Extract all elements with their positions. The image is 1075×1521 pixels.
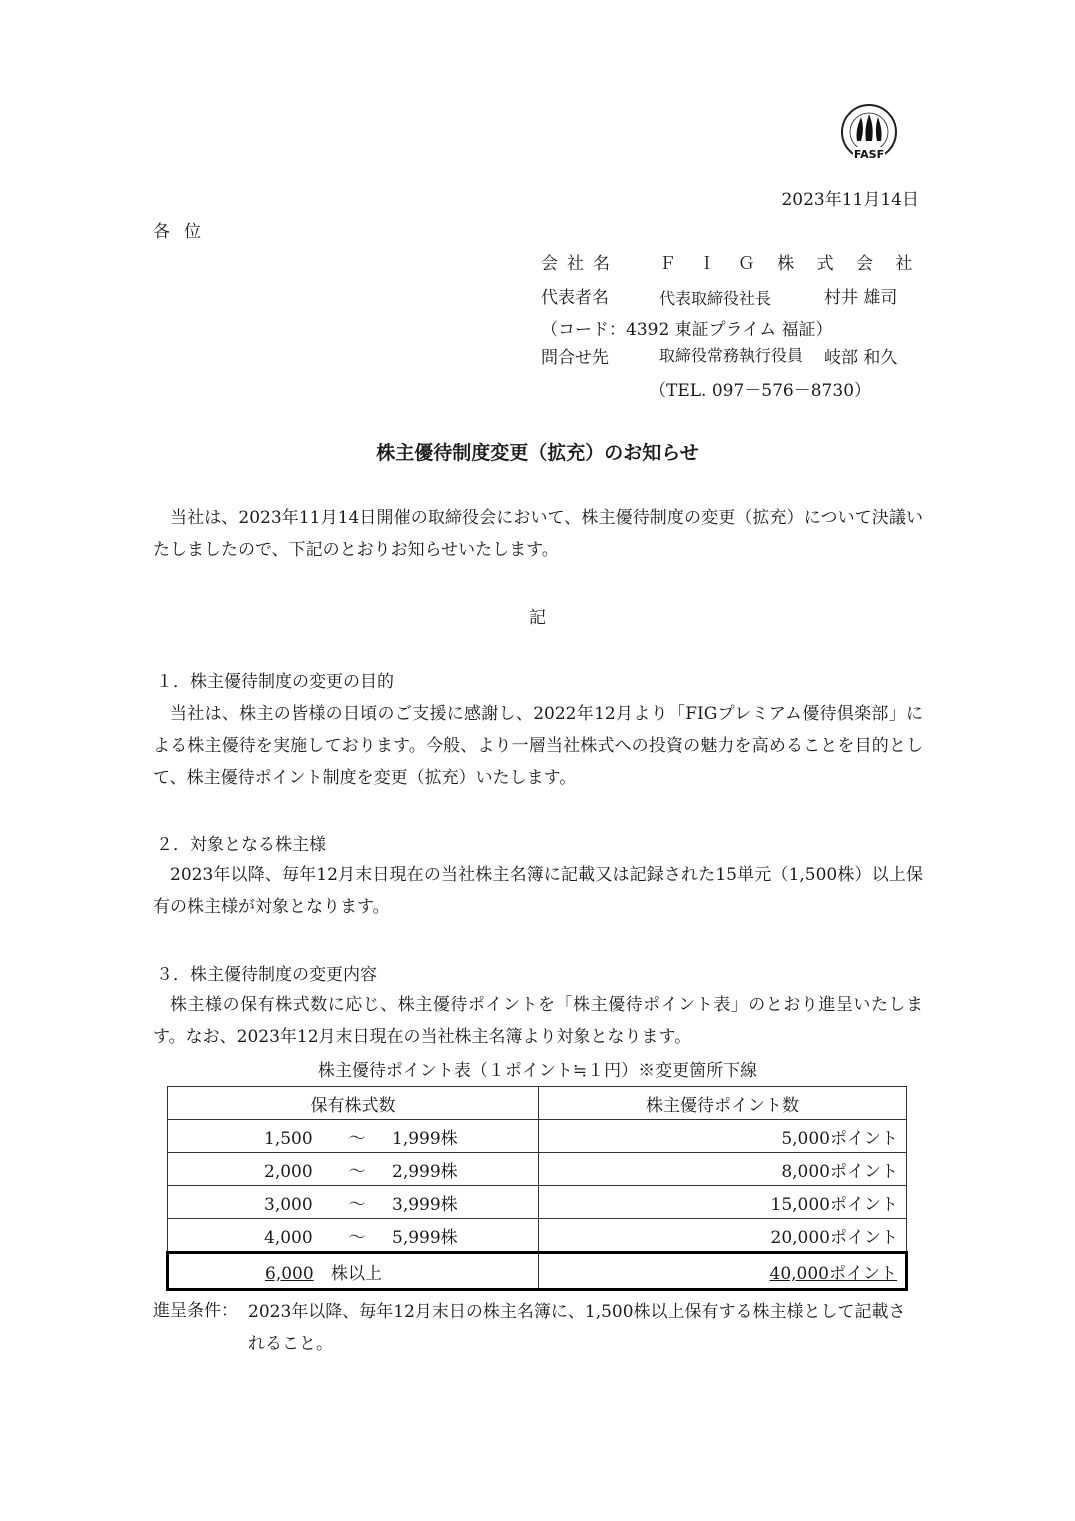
svg-text:FASF: FASF (853, 148, 885, 161)
shares-range (168, 1186, 539, 1219)
condition-label: 進呈条件： (153, 1301, 238, 1321)
section-2-body: 2023年以降、毎年12月末日現在の当社株主名簿に記載又は記録された15単元（1,500株）以上保有の株主様が対象となります。 (153, 865, 923, 917)
contact-name: 岐部 和久 (824, 348, 898, 368)
shares-range (168, 1253, 539, 1290)
table-header-row (168, 1087, 907, 1120)
points-table (166, 1086, 908, 1291)
company-name-label: 会社名 (541, 254, 619, 274)
section-1-body: 当社は、株主の皆様の日頃のご支援に感謝し、2022年12月より「FIGプレミアム優待倶楽部」による株主優待を実施しております。今般、より一層当社株式への投資の魅力を高めることを目的として、株主優待ポイント制度を変更（拡充）いたします。 (153, 704, 923, 788)
header-points: 株主優待ポイント数 (539, 1087, 907, 1120)
range-to: 5,999株 (392, 1227, 458, 1248)
range-suffix: 株以上 (331, 1263, 382, 1284)
table-row-highlighted (168, 1253, 907, 1290)
header-shares: 保有株式数 (168, 1087, 539, 1120)
company-name-value: ＦＩＧ株式会社 (659, 254, 935, 274)
range-tilde: ～ (348, 1128, 366, 1149)
condition-text: 2023年以降、毎年12月末日の株主名簿に、1,500株以上保有する株主様として記載されること。 (248, 1302, 906, 1354)
shares-range (168, 1120, 539, 1153)
contact-label: 問合せ先 (541, 348, 609, 368)
stock-code: （コード：4392 東証プライム 福証） (541, 320, 833, 340)
section-3-body: 株主様の保有株式数に応じ、株主優待ポイントを「株主優待ポイント表」のとおり進呈いたします。なお、2023年12月末日現在の当社株主名簿より対象となります。 (153, 995, 923, 1047)
points-value: 8,000ポイント (539, 1153, 907, 1186)
section-2-heading: ２．対象となる株主様 (156, 835, 326, 855)
fasf-seal-icon (840, 103, 898, 171)
document-title: 株主優待制度変更（拡充）のお知らせ (376, 442, 699, 464)
range-from: 1,500 (264, 1128, 313, 1149)
range-to: 1,999株 (392, 1128, 458, 1149)
addressee: 各位 (153, 222, 215, 242)
representative-label: 代表者名 (541, 288, 609, 308)
section-1-heading: １．株主優待制度の変更の目的 (156, 672, 394, 692)
points-value-underlined: 40,000ポイント (769, 1263, 897, 1284)
range-tilde: ～ (348, 1161, 366, 1182)
document-date: 2023年11月14日 (781, 190, 919, 210)
range-from: 3,000 (264, 1194, 313, 1215)
range-tilde: ～ (348, 1227, 366, 1248)
points-value: 15,000ポイント (539, 1186, 907, 1219)
range-from: 6,000 (265, 1263, 314, 1284)
range-to: 2,999株 (392, 1161, 458, 1182)
shares-range (168, 1153, 539, 1186)
table-row (168, 1219, 907, 1253)
representative-name: 村井 雄司 (824, 288, 898, 308)
representative-title: 代表取締役社長 (659, 289, 772, 308)
table-row (168, 1186, 907, 1219)
range-to: 3,999株 (392, 1194, 458, 1215)
table-row (168, 1153, 907, 1186)
points-value (539, 1253, 907, 1290)
contact-phone: （TEL. 097－576－8730） (649, 381, 872, 401)
table-caption: 株主優待ポイント表（１ポイント≒１円）※変更箇所下線 (317, 1061, 758, 1081)
shares-range (168, 1219, 539, 1253)
points-value: 20,000ポイント (539, 1219, 907, 1253)
table-row (168, 1120, 907, 1153)
contact-title: 取締役常務執行役員 (659, 346, 804, 365)
range-from: 2,000 (264, 1161, 313, 1182)
intro-paragraph: 当社は、2023年11月14日開催の取締役会において、株主優待制度の変更（拡充）について決議いたしましたので、下記のとおりお知らせいたします。 (153, 508, 923, 560)
ki-marker: 記 (529, 608, 546, 628)
points-value: 5,000ポイント (539, 1120, 907, 1153)
section-3-heading: ３．株主優待制度の変更内容 (156, 965, 377, 985)
range-from: 4,000 (264, 1227, 313, 1248)
range-tilde: ～ (348, 1194, 366, 1215)
